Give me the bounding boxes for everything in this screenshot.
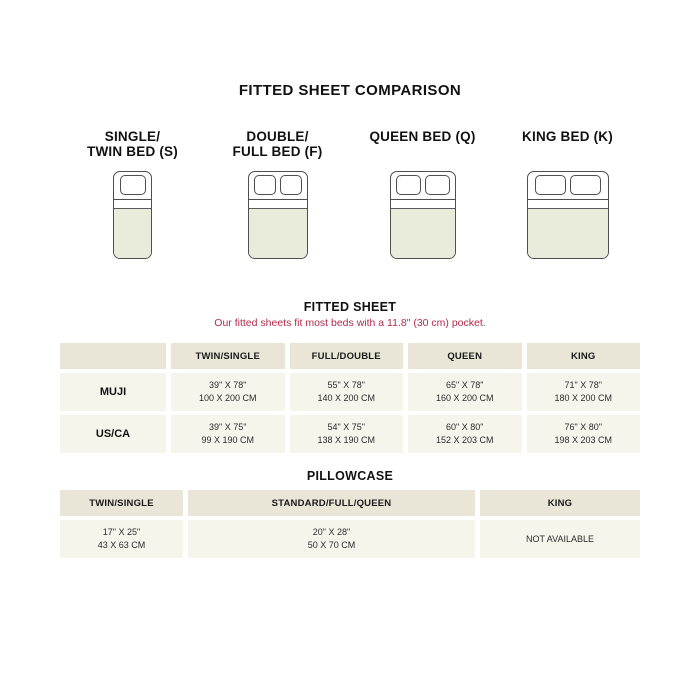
- size-cm: 160 X 200 CM: [435, 393, 494, 403]
- pillow-icon: [280, 175, 302, 195]
- sheet-area: [391, 208, 455, 258]
- size-cm: 99 X 190 CM: [201, 435, 255, 445]
- pillow-icon: [535, 175, 566, 195]
- queen-bed-icon: [390, 171, 456, 259]
- bed-label-queen: [369, 129, 475, 171]
- size-cell: [290, 415, 404, 453]
- bed-label-line1: DOUBLE/: [246, 129, 309, 144]
- header-cell-queen: QUEEN: [408, 343, 522, 369]
- bed-label-double: [233, 129, 323, 171]
- size-cell: [527, 373, 641, 411]
- sheet-fold-band: [391, 200, 455, 208]
- pillow-area: [528, 172, 608, 200]
- header-cell-full-double: FULL/DOUBLE: [290, 343, 404, 369]
- header-cell-empty: [60, 343, 166, 369]
- page-title: FITTED SHEET COMPARISON: [238, 82, 462, 99]
- not-available-cell: [480, 520, 640, 558]
- size-cm: 138 X 190 CM: [317, 435, 376, 445]
- size-inches: 17" X 25": [102, 527, 141, 537]
- bed-column-queen: [350, 129, 495, 259]
- pillow-icon: [570, 175, 601, 195]
- fitted-sheet-pocket-note: Our fitted sheets fit most beds with a 11.8" (30 cm) pocket.: [214, 317, 486, 329]
- header-cell-king: KING: [527, 343, 641, 369]
- size-inches: 65" X 78": [446, 380, 484, 390]
- bed-column-double: [205, 129, 350, 259]
- bed-comparison-section: [60, 129, 640, 259]
- pillowcase-heading: PILLOWCASE: [306, 469, 394, 483]
- fitted-sheet-heading: FITTED SHEET: [303, 300, 397, 314]
- availability-text: NOT AVAILABLE: [525, 533, 595, 544]
- size-cm: 43 X 63 CM: [97, 540, 146, 550]
- size-inches: 39" X 75": [209, 422, 247, 432]
- size-inches: 20" X 28": [312, 527, 351, 537]
- bed-label-line1: KING BED (K): [522, 129, 613, 144]
- double-bed-icon: [248, 171, 308, 259]
- header-cell-twin-single: TWIN/SINGLE: [60, 490, 183, 516]
- size-cm: 100 X 200 CM: [198, 393, 257, 403]
- bed-column-single: [60, 129, 205, 259]
- single-bed-icon: [113, 171, 152, 259]
- pillowcase-header-row: [60, 490, 640, 516]
- size-cell: [290, 373, 404, 411]
- pillow-icon: [396, 175, 421, 195]
- size-cell: [188, 520, 475, 558]
- king-bed-icon: [527, 171, 609, 259]
- header-cell-standard-full-queen: STANDARD/FULL/QUEEN: [188, 490, 475, 516]
- sheet-area: [114, 208, 151, 258]
- bed-label-line2: FULL BED (F): [232, 144, 323, 159]
- size-cm: 50 X 70 CM: [307, 540, 356, 550]
- pillow-area: [114, 172, 151, 200]
- size-cell: [527, 415, 641, 453]
- size-cell: [408, 415, 522, 453]
- pillow-area: [249, 172, 307, 200]
- table-row-muji: [60, 373, 640, 411]
- sheet-fold-band: [528, 200, 608, 208]
- fitted-sheet-header-row: [60, 343, 640, 369]
- bed-label-line2: TWIN BED (S): [87, 144, 178, 159]
- header-cell-king: KING: [480, 490, 640, 516]
- fitted-sheet-table: [60, 343, 640, 457]
- size-cell: [408, 373, 522, 411]
- size-inches: 39" X 78": [209, 380, 247, 390]
- size-cm: 198 X 203 CM: [554, 435, 613, 445]
- sheet-area: [249, 208, 307, 258]
- bed-label-line1: SINGLE/: [104, 129, 161, 144]
- pillowcase-data-row: [60, 520, 640, 558]
- pillow-area: [391, 172, 455, 200]
- pillow-icon: [425, 175, 450, 195]
- row-label-us-ca: US/CA: [60, 415, 166, 453]
- size-inches: 55" X 78": [327, 380, 365, 390]
- row-label-muji: MUJI: [60, 373, 166, 411]
- pillowcase-table: [60, 490, 640, 562]
- size-cm: 140 X 200 CM: [317, 393, 376, 403]
- table-row-us-ca: [60, 415, 640, 453]
- pillow-icon: [120, 175, 146, 195]
- size-inches: 60" X 80": [446, 422, 484, 432]
- pillow-icon: [254, 175, 276, 195]
- bed-label-single: [87, 129, 178, 171]
- size-cm: 152 X 203 CM: [435, 435, 494, 445]
- size-cell: [171, 373, 285, 411]
- header-cell-twin-single: TWIN/SINGLE: [171, 343, 285, 369]
- size-inches: 76" X 80": [564, 422, 602, 432]
- sheet-fold-band: [114, 200, 151, 208]
- sheet-fold-band: [249, 200, 307, 208]
- size-inches: 54" X 75": [327, 422, 365, 432]
- bed-column-king: [495, 129, 640, 259]
- size-cell: [171, 415, 285, 453]
- size-cell: [60, 520, 183, 558]
- sheet-area: [528, 208, 608, 258]
- size-inches: 71" X 78": [564, 380, 602, 390]
- bed-label-king: [522, 129, 613, 171]
- size-cm: 180 X 200 CM: [554, 393, 613, 403]
- bed-label-line1: QUEEN BED (Q): [369, 129, 476, 144]
